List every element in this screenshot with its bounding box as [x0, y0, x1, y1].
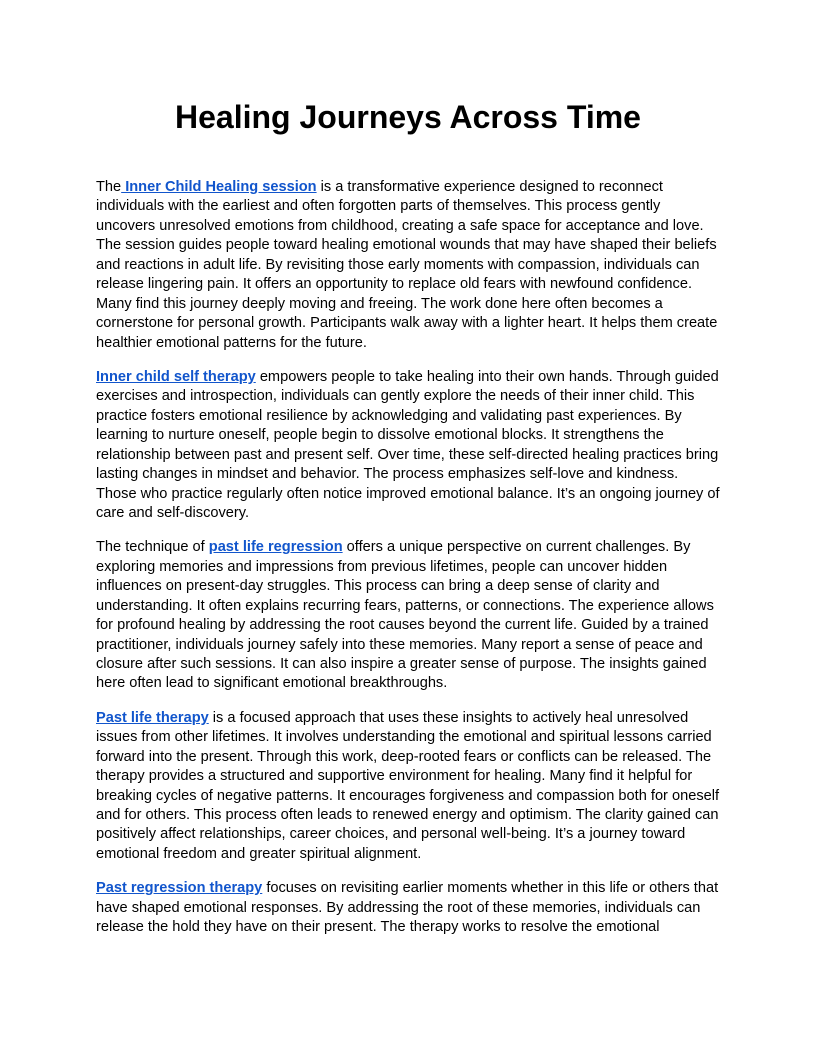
- past-regression-therapy-link[interactable]: Past regression therapy: [96, 880, 263, 897]
- paragraph-text: empowers people to take healing into their own hands. Through guided exercises and introspection, individuals can gently explore the needs of their inner child. This practice fosters emotional resilience by acknowledging and validating past experiences. By learning to nurture oneself, people begin to dissolve emotional blocks. It strengthens the relationship between past and present self. Over time, these self-directed healing practices bring lasting changes in mindset and behavior. The process emphasizes self-love and kindness. Those who practice regularly often notice improved emotional balance. It’s an ongoing journey of care and self-discovery.: [96, 368, 720, 522]
- past-life-regression-link[interactable]: past life regression: [208, 539, 343, 556]
- paragraph-text: focuses on revisiting earlier moments whether in this life or others that have shaped emotional responses. By addressing the root of these memories, individuals can release the hold they have on their present. The therapy works to resolve the emotional: [96, 880, 719, 936]
- past-life-therapy-link[interactable]: Past life therapy: [96, 709, 209, 726]
- paragraph-text: offers a unique perspective on current challenges. By exploring memories and impressions from previous lifetimes, people can uncover hidden influences on present-day struggles. This process can bring a deep sense of clarity and understanding. It often explains recurring fears, patterns, or connections. The experience allows for profound healing by addressing the root causes beyond the current life. Guided by a trained practitioner, individuals journey safely into these memories. Many report a sense of peace and closure after such sessions. It can also inspire a greater sense of purpose. The insights gained here often lead to significant emotional breakthroughs.: [96, 539, 714, 692]
- document-body: [96, 178, 720, 938]
- inner-child-self-therapy-link[interactable]: Inner child self therapy: [96, 368, 256, 385]
- paragraph-past-life-regression: [96, 538, 720, 694]
- paragraph-past-life-therapy: [96, 709, 720, 865]
- paragraph-text: is a transformative experience designed to reconnect individuals with the earliest and often forgotten parts of themselves. This process gently uncovers unresolved emotions from childhood, creating a safe space for acceptance and love. The session guides people toward healing emotional wounds that may have shaped their beliefs and reactions in adult life. By revisiting those early moments with compassion, individuals can release lingering pain. It offers an opportunity to replace old fears with newfound confidence. Many find this journey deeply moving and freeing. The work done here often becomes a cornerstone for personal growth. Participants walk away with a lighter heart. It helps them create healthier emotional patterns for the future.: [96, 179, 718, 351]
- paragraph-inner-child-self-therapy: [96, 368, 720, 524]
- paragraph-inner-child-healing: [96, 178, 720, 353]
- paragraph-text: The technique of: [96, 539, 209, 556]
- inner-child-healing-link[interactable]: Inner Child Healing session: [121, 179, 317, 195]
- document-title: Healing Journeys Across Time: [175, 99, 641, 135]
- paragraph-text: The: [96, 179, 122, 195]
- paragraph-text: is a focused approach that uses these insights to actively heal unresolved issues from other lifetimes. It involves understanding the emotional and spiritual lessons carried forward into the present. Through this work, deep-rooted fears or conflicts can be released. The therapy provides a structured and supportive environment for healing. Many find it helpful for breaking cycles of negative patterns. It encourages forgiveness and compassion both for oneself and for others. This process often leads to renewed energy and optimism. The clarity gained can positively affect relationships, career choices, and personal well-being. It’s a journey toward emotional freedom and greater spiritual alignment.: [96, 709, 720, 862]
- paragraph-past-regression-therapy: [96, 879, 720, 937]
